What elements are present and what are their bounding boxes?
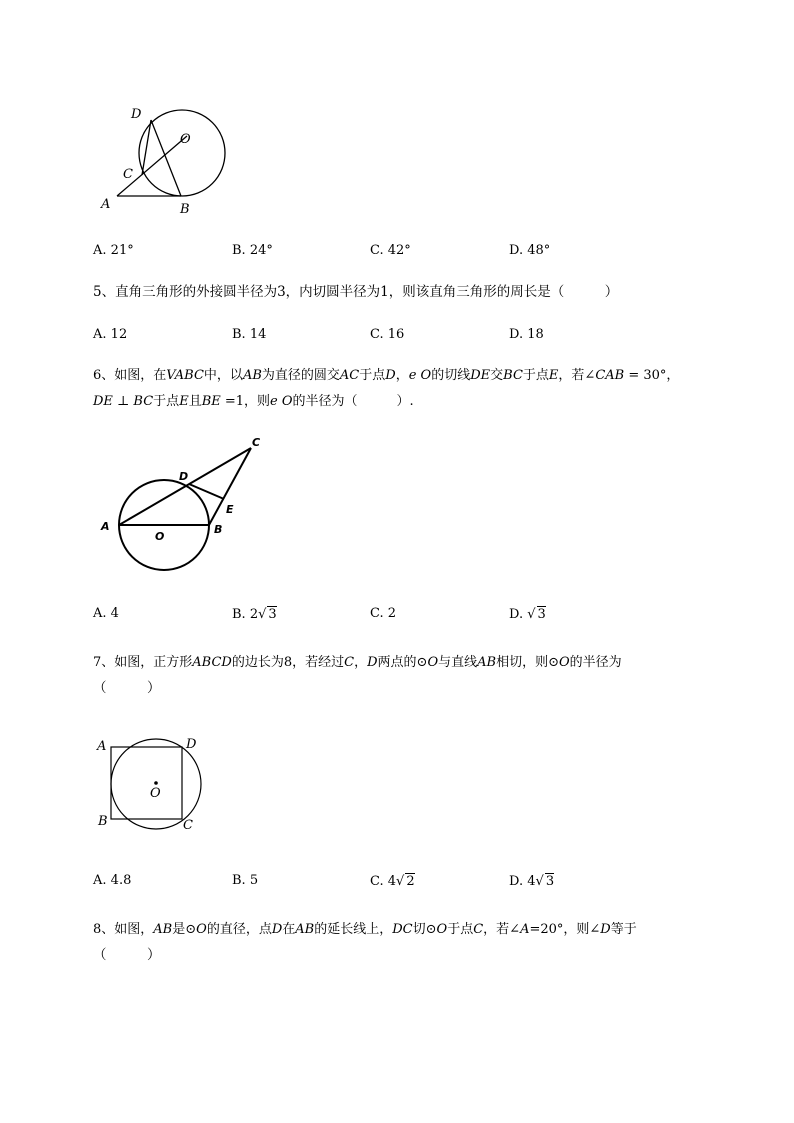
q6-label-O: O (155, 530, 165, 543)
q4-option-a[interactable]: A. 21° (93, 243, 134, 258)
q7-label-O: O (150, 786, 161, 801)
q4-label-C: C (123, 167, 133, 182)
sqrt-symbol: √ (527, 607, 536, 622)
q7-label-A: A (97, 739, 107, 754)
q5-option-b[interactable]: B. 14 (232, 327, 267, 342)
q6-stem-line1: 6、如图，在VABC中，以AB为直径的圆交AC于点D，e O的切线DE交BC于点E，若∠CAB = 30°， (93, 368, 680, 383)
q7-center-dot (154, 781, 158, 785)
q8-stem-line1: 8、如图，AB是⊙O的直径，点D在AB的延长线上，DC切⊙O于点C，若∠A=20°，则∠D等于 (93, 922, 637, 937)
q4-option-c[interactable]: C. 42° (370, 243, 411, 258)
sqrt-symbol: √ (396, 874, 405, 889)
sqrt-symbol: √ (258, 607, 267, 622)
q5-stem: 5、直角三角形的外接圆半径为3，内切圆半径为1，则该直角三角形的周长是（ ） (93, 284, 619, 300)
q6-option-b[interactable]: B. 2√ 3 (232, 607, 277, 622)
q6-label-E: E (226, 503, 234, 516)
q6-stem-line2: DE ⊥ BC于点E且BE =1，则e O的半径为（ ）. (93, 394, 414, 409)
q7-option-a[interactable]: A. 4.8 (93, 873, 132, 888)
q7-square (111, 747, 182, 819)
q4-option-b[interactable]: B. 24° (232, 243, 273, 258)
q7-option-b[interactable]: B. 5 (232, 873, 259, 888)
q6-option-c[interactable]: C. 2 (370, 606, 397, 621)
q4-option-d[interactable]: D. 48° (509, 243, 551, 258)
q4-label-D: D (131, 107, 142, 122)
q4-label-B: B (180, 202, 190, 217)
q5-option-d[interactable]: D. 18 (509, 327, 544, 342)
q6-label-B: B (214, 523, 223, 536)
q6-option-d[interactable]: D. √ 3 (509, 607, 546, 622)
q7-stem-line1: 7、如图，正方形ABCD的边长为8，若经过C，D两点的⊙O与直线AB相切，则⊙O的半径为 (93, 655, 622, 670)
q7-label-B: B (98, 814, 108, 829)
sqrt-symbol: √ (535, 874, 544, 889)
q6-label-D: D (179, 470, 189, 483)
q5-option-c[interactable]: C. 16 (370, 327, 405, 342)
q7-option-d[interactable]: D. 4√ 3 (509, 874, 555, 889)
q4-label-A: A (101, 197, 111, 212)
q7-label-D: D (186, 737, 197, 752)
q8-stem-line2: （ ） (93, 947, 161, 963)
q5-option-a[interactable]: A. 12 (93, 327, 128, 342)
q7-label-C: C (183, 818, 193, 833)
q6-label-A: A (101, 520, 110, 533)
q7-stem-line2: （ ） (93, 680, 161, 696)
q6-label-C: C (252, 436, 261, 449)
q6-option-a[interactable]: A. 4 (93, 606, 119, 621)
q7-option-c[interactable]: C. 4√ 2 (370, 874, 415, 889)
q4-label-O: O (180, 132, 191, 147)
